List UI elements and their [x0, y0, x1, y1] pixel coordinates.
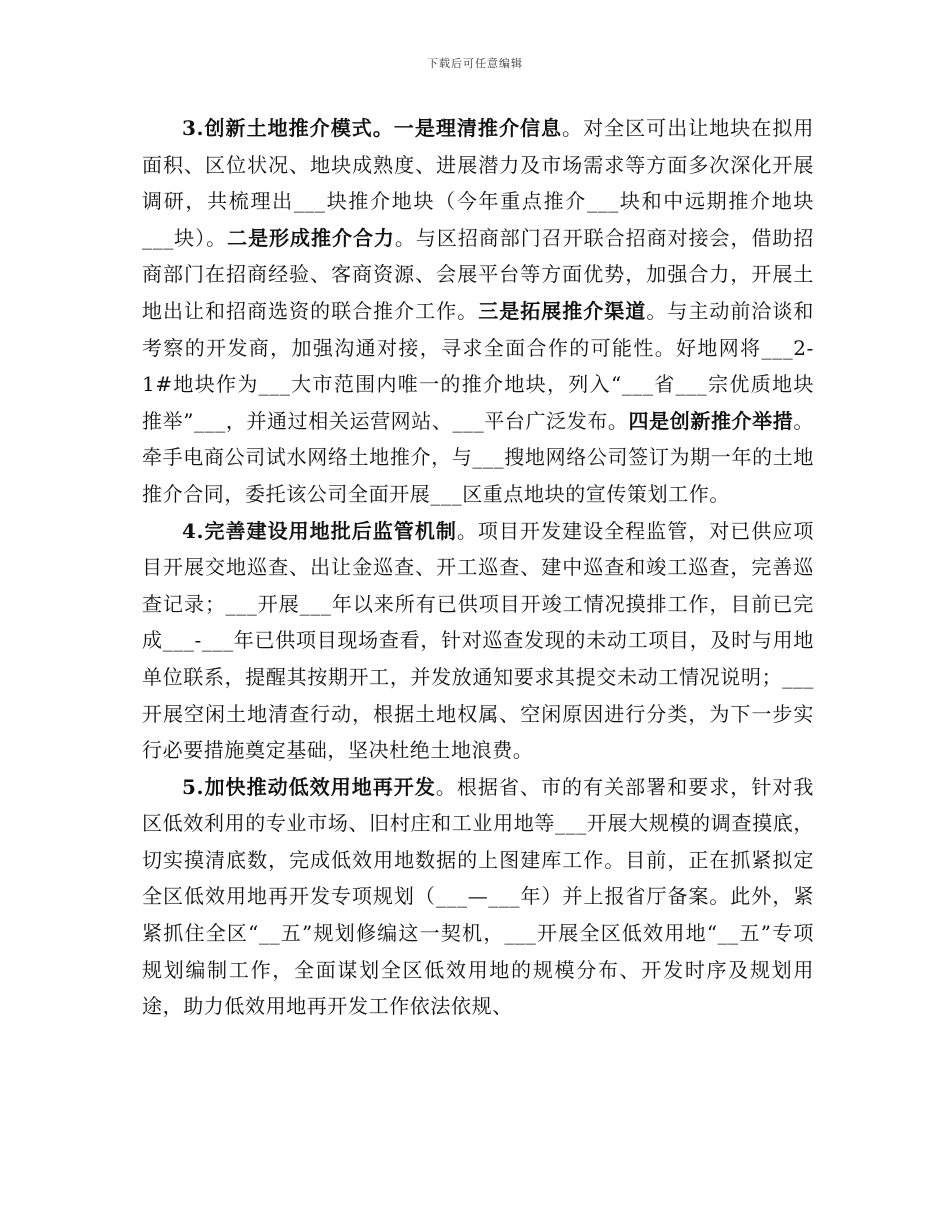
point-four-text: 。牵手电商公司试水网络土地推介，与___搜地网络公司签订为期一年的土地推介合同，委托该公司全面开展___区重点地块的宣传策划工作。	[142, 408, 814, 506]
header-note: 下载后可任意编辑	[427, 57, 523, 70]
point-three-text: 。与主动前洽谈和考察的开发商，加强沟通对接，寻求全面合作的可能性。好地网将___2-1#地块作为___大市范围内唯一的推介地块，列入“___省___宗优质地块推举”___，并通过相关运营网站、___平台广泛发布。	[142, 298, 814, 433]
point-one-text: 。对全区可出让地块在拟用面积、区位状况、地块成熟度、进展潜力及市场需求等方面多次深化开展调研，共梳理出___块推介地块（今年重点推介___块和中远期推介地块___块）。	[142, 116, 814, 250]
document-body	[142, 110, 814, 1025]
point-four-heading: 四是创新推介举措	[628, 408, 794, 433]
point-two-text: 。与区招商部门召开联合招商对接会，借助招商部门在招商经验、客商资源、会展平台等方面优势，加强合力，开展土地出让和招商选资的联合推介工作。	[142, 225, 815, 323]
point-three-heading: 三是拓展推介渠道	[478, 298, 647, 323]
point-one-heading: 一是理清推介信息	[393, 116, 563, 140]
heading-redevelopment: 5.加快推动低效用地再开发	[182, 774, 436, 799]
paragraph-redevelopment	[142, 769, 814, 1025]
supervision-text: 。项目开发建设全程监管，对已供应项目开展交地巡查、出让金巡查、开工巡查、建中巡查和竣工巡查，完善巡查记录；___开展___年以来所有已供项目开竣工情况摸排工作，目前已完成___-___年已供项目现场查看，针对巡查发现的未动工项目，及时与用地单位联系，提醒其按期开工，并发放通知要求其提交未动工情况说明；___开展空闲土地清查行动，根据土地权属、空闲原因进行分类，为下一步实行必要措施奠定基础，坚决杜绝土地浪费。	[142, 518, 814, 763]
paragraph-supervision	[142, 513, 814, 769]
heading-land-promotion: 3.创新土地推介模式。	[182, 116, 394, 140]
heading-supervision: 4.完善建设用地批后监管机制	[182, 518, 457, 543]
redevelopment-text: 。根据省、市的有关部署和要求，针对我区低效利用的专业市场、旧村庄和工业用地等___开展大规模的调查摸底，切实摸清底数，完成低效用地数据的上图建库工作。目前，正在抓紧拟定全区低效用地再开发专项规划（___—___年）并上报省厅备案。此外，紧紧抓住全区“__五”规划修编这一契机，___开展全区低效用地“__五”专项规划编制工作，全面谋划全区低效用地的规模分布、开发时序及规划用途，助力低效用地再开发工作依法依规、	[142, 774, 814, 1019]
point-two-heading: 二是形成推介合力	[227, 225, 395, 250]
paragraph-land-promotion	[142, 110, 814, 513]
